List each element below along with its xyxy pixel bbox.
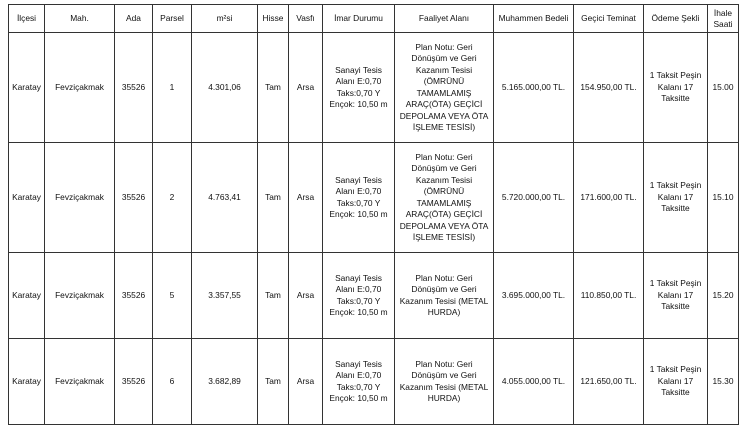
cell-faaliyet: Plan Notu: Geri Dönüşüm ve Geri Kazanım Tesisi (METAL HURDA) — [395, 253, 494, 339]
cell-hisse: Tam — [258, 143, 289, 253]
cell-m2: 3.357,55 — [192, 253, 258, 339]
cell-m2: 4.301,06 — [192, 33, 258, 143]
header-parsel: Parsel — [153, 5, 192, 33]
cell-odeme: 1 Taksit Peşin Kalanı 17 Taksitte — [644, 339, 708, 425]
cell-imar: Sanayi Tesis Alanı E:0,70 Taks:0,70 Y Ençok: 10,50 m — [323, 339, 395, 425]
cell-m2: 3.682,89 — [192, 339, 258, 425]
cell-teminat: 171.600,00 TL. — [574, 143, 644, 253]
cell-teminat: 121.650,00 TL. — [574, 339, 644, 425]
cell-parsel: 6 — [153, 339, 192, 425]
header-ilce: İlçesi — [9, 5, 45, 33]
header-vasif: Vasfı — [289, 5, 323, 33]
cell-faaliyet: Plan Notu: Geri Dönüşüm ve Geri Kazanım Tesisi (ÖMRÜNÜ TAMAMLAMIŞ ARAÇ(ÖTA) GEÇİCİ DEPOLAMA VEYA ÖTA İŞLEME TESİSİ) — [395, 33, 494, 143]
cell-saat: 15.20 — [708, 253, 739, 339]
cell-mahalle: Fevziçakmak — [45, 253, 115, 339]
cell-bedel: 5.720.000,00 TL. — [494, 143, 574, 253]
cell-teminat: 110.850,00 TL. — [574, 253, 644, 339]
cell-mahalle: Fevziçakmak — [45, 33, 115, 143]
cell-odeme: 1 Taksit Peşin Kalanı 17 Taksitte — [644, 143, 708, 253]
cell-faaliyet: Plan Notu: Geri Dönüşüm ve Geri Kazanım Tesisi (METAL HURDA) — [395, 339, 494, 425]
cell-mahalle: Fevziçakmak — [45, 339, 115, 425]
cell-vasif: Arsa — [289, 339, 323, 425]
cell-ada: 35526 — [115, 339, 153, 425]
header-faaliyet: Faaliyet Alanı — [395, 5, 494, 33]
table-row — [9, 143, 739, 253]
cell-imar: Sanayi Tesis Alanı E:0,70 Taks:0,70 Y Ençok: 10,50 m — [323, 253, 395, 339]
cell-imar: Sanayi Tesis Alanı E:0,70 Taks:0,70 Y Ençok: 10,50 m — [323, 33, 395, 143]
cell-teminat: 154.950,00 TL. — [574, 33, 644, 143]
cell-parsel: 2 — [153, 143, 192, 253]
cell-bedel: 3.695.000,00 TL. — [494, 253, 574, 339]
cell-ada: 35526 — [115, 253, 153, 339]
cell-ilce: Karatay — [9, 33, 45, 143]
cell-ilce: Karatay — [9, 253, 45, 339]
header-imar: İmar Durumu — [323, 5, 395, 33]
cell-odeme: 1 Taksit Peşin Kalanı 17 Taksitte — [644, 33, 708, 143]
cell-parsel: 5 — [153, 253, 192, 339]
header-teminat: Geçici Teminat — [574, 5, 644, 33]
header-m2: m²si — [192, 5, 258, 33]
cell-ada: 35526 — [115, 33, 153, 143]
header-saat: İhale Saati — [708, 5, 739, 33]
cell-ilce: Karatay — [9, 339, 45, 425]
cell-bedel: 5.165.000,00 TL. — [494, 33, 574, 143]
header-ada: Ada — [115, 5, 153, 33]
cell-vasif: Arsa — [289, 253, 323, 339]
cell-hisse: Tam — [258, 339, 289, 425]
table-row — [9, 33, 739, 143]
cell-vasif: Arsa — [289, 143, 323, 253]
table-header-row — [9, 5, 739, 33]
cell-hisse: Tam — [258, 253, 289, 339]
table-row — [9, 339, 739, 425]
header-odeme: Ödeme Şekli — [644, 5, 708, 33]
table-row — [9, 253, 739, 339]
cell-parsel: 1 — [153, 33, 192, 143]
auction-table — [8, 4, 739, 425]
cell-saat: 15.30 — [708, 339, 739, 425]
cell-odeme: 1 Taksit Peşin Kalanı 17 Taksitte — [644, 253, 708, 339]
cell-saat: 15.00 — [708, 33, 739, 143]
cell-ilce: Karatay — [9, 143, 45, 253]
cell-ada: 35526 — [115, 143, 153, 253]
cell-saat: 15.10 — [708, 143, 739, 253]
cell-faaliyet: Plan Notu: Geri Dönüşüm ve Geri Kazanım Tesisi (ÖMRÜNÜ TAMAMLAMIŞ ARAÇ(ÖTA) GEÇİCİ DEPOLAMA VEYA ÖTA İŞLEME TESİSİ) — [395, 143, 494, 253]
header-mahalle: Mah. — [45, 5, 115, 33]
header-bedel: Muhammen Bedeli — [494, 5, 574, 33]
header-hisse: Hisse — [258, 5, 289, 33]
cell-imar: Sanayi Tesis Alanı E:0,70 Taks:0,70 Y Ençok: 10,50 m — [323, 143, 395, 253]
cell-vasif: Arsa — [289, 33, 323, 143]
cell-bedel: 4.055.000,00 TL. — [494, 339, 574, 425]
cell-m2: 4.763,41 — [192, 143, 258, 253]
cell-hisse: Tam — [258, 33, 289, 143]
cell-mahalle: Fevziçakmak — [45, 143, 115, 253]
